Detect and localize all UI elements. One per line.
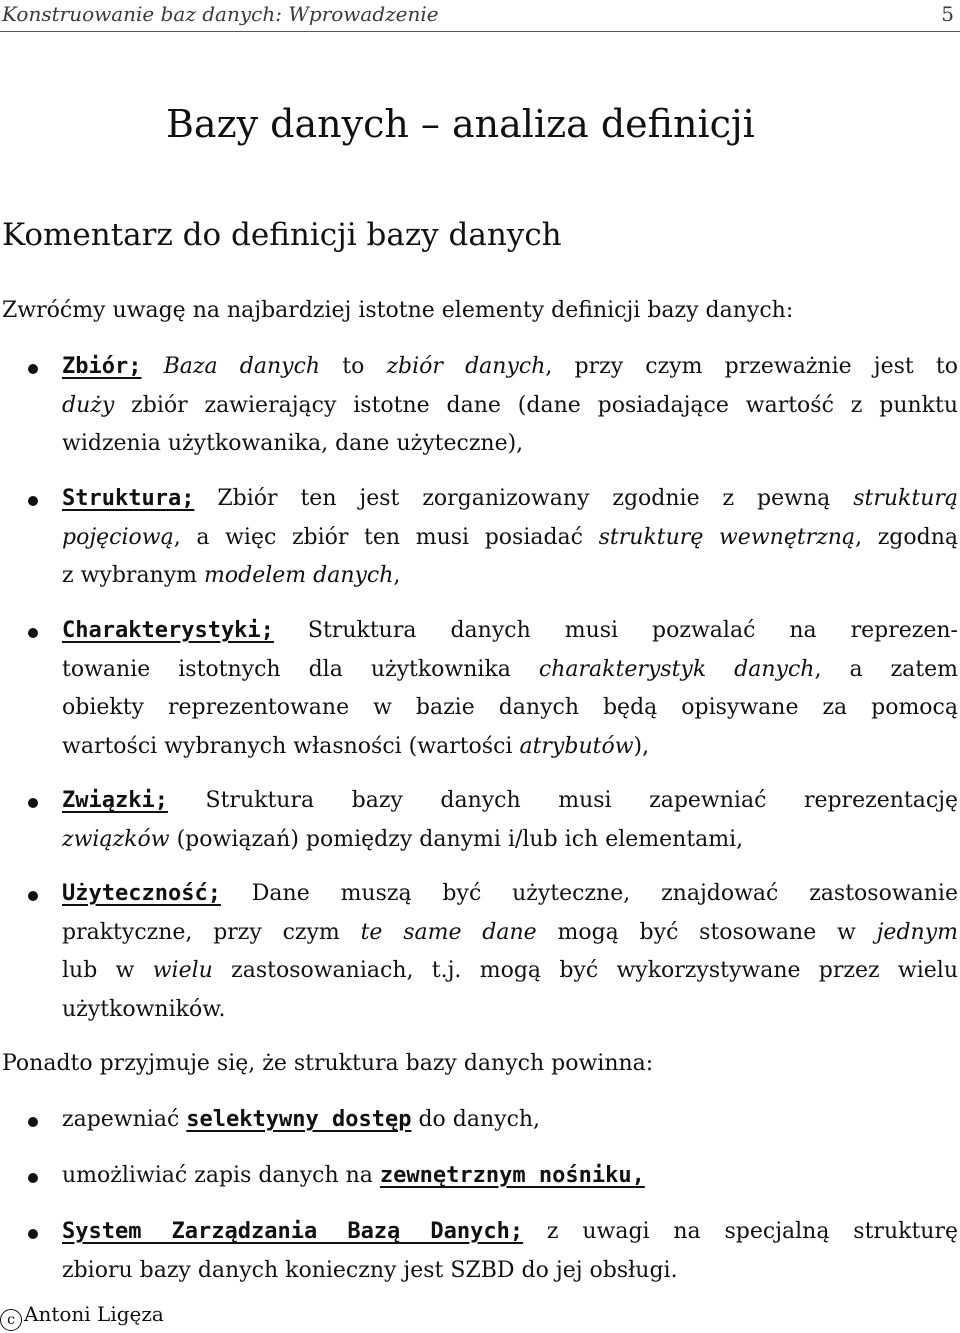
bullet — [28, 1173, 38, 1183]
bullet — [28, 798, 38, 808]
bullet — [28, 628, 38, 638]
list-item-text: umożliwiać zapis danych na zewnętrznym nośniku, — [62, 1163, 645, 1188]
bullet — [28, 891, 38, 901]
keyword: selektywny dostęp — [186, 1107, 412, 1132]
keyword: Związki; — [62, 788, 168, 813]
copyright-icon: c — [0, 1309, 22, 1331]
running-title: Konstruowanie baz danych: Wprowadzenie — [2, 2, 439, 26]
running-header — [2, 2, 954, 30]
keyword: Zbiór; — [62, 354, 142, 379]
footer — [0, 1302, 164, 1331]
second-intro-paragraph: Ponadto przyjmuje się, że struktura bazy danych powinna: — [2, 1051, 654, 1076]
bullet — [28, 1117, 38, 1127]
keyword: Struktura; — [62, 486, 195, 511]
keyword: zewnętrznym nośniku, — [379, 1163, 645, 1188]
list-item-text: Związki; Struktura bazy danych musi zapewniać reprezentację związków (powiązań) pomiędzy danymi i/lub ich elementami, — [62, 788, 958, 852]
subsection-title: Komentarz do definicji bazy danych — [2, 217, 562, 253]
keyword: Użyteczność; — [62, 881, 221, 906]
section-title: Bazy danych – analiza definicji — [166, 102, 755, 146]
list-item-text: Użyteczność; Dane muszą być użyteczne, znajdować zastosowanie praktyczne, przy czym te same dane mogą być stosowane w jednym lub w wielu zastosowaniach, t.j. mogą być wykorzystywane przez wielu użytkowników. — [62, 881, 958, 1022]
bullet — [28, 496, 38, 506]
list-item-text: Struktura; Zbiór ten jest zorganizowany zgodnie z pewną strukturą pojęciową, a więc zbiór ten musi posiadać strukturę wewnętrzną, zgodną z wybranym modelem danych, — [62, 486, 958, 588]
intro-paragraph: Zwróćmy uwagę na najbardziej istotne elementy definicji bazy danych: — [2, 298, 794, 323]
list-item-text: zapewniać selektywny dostęp do danych, — [62, 1107, 541, 1132]
keyword: Charakterystyki; — [62, 618, 274, 643]
bullet — [28, 1229, 38, 1239]
list-item-text: Zbiór; Baza danych to zbiór danych, przy czym przeważnie jest to duży zbiór zawierający istotne dane (dane posiadające wartość z punktu widzenia użytkowanika, dane użyteczne), — [62, 354, 958, 456]
list-item-text: System Zarządzania Bazą Danych; z uwagi na specjalną strukturę zbioru bazy danych konieczny jest SZBD do jej obsługi. — [62, 1219, 958, 1283]
header-rule — [0, 31, 960, 32]
page-number: 5 — [941, 2, 954, 26]
keyword: System Zarządzania Bazą Danych; — [62, 1219, 524, 1244]
author-name: Antoni Ligęza — [24, 1302, 164, 1326]
bullet — [28, 364, 38, 374]
list-item-text: Charakterystyki; Struktura danych musi pozwalać na reprezen- towanie istotnych dla użytkownika charakterystyk danych, a zatem obiekty reprezentowane w bazie danych będą opisywane za pomocą wartości wybranych własności (wartości atrybutów), — [62, 618, 958, 759]
